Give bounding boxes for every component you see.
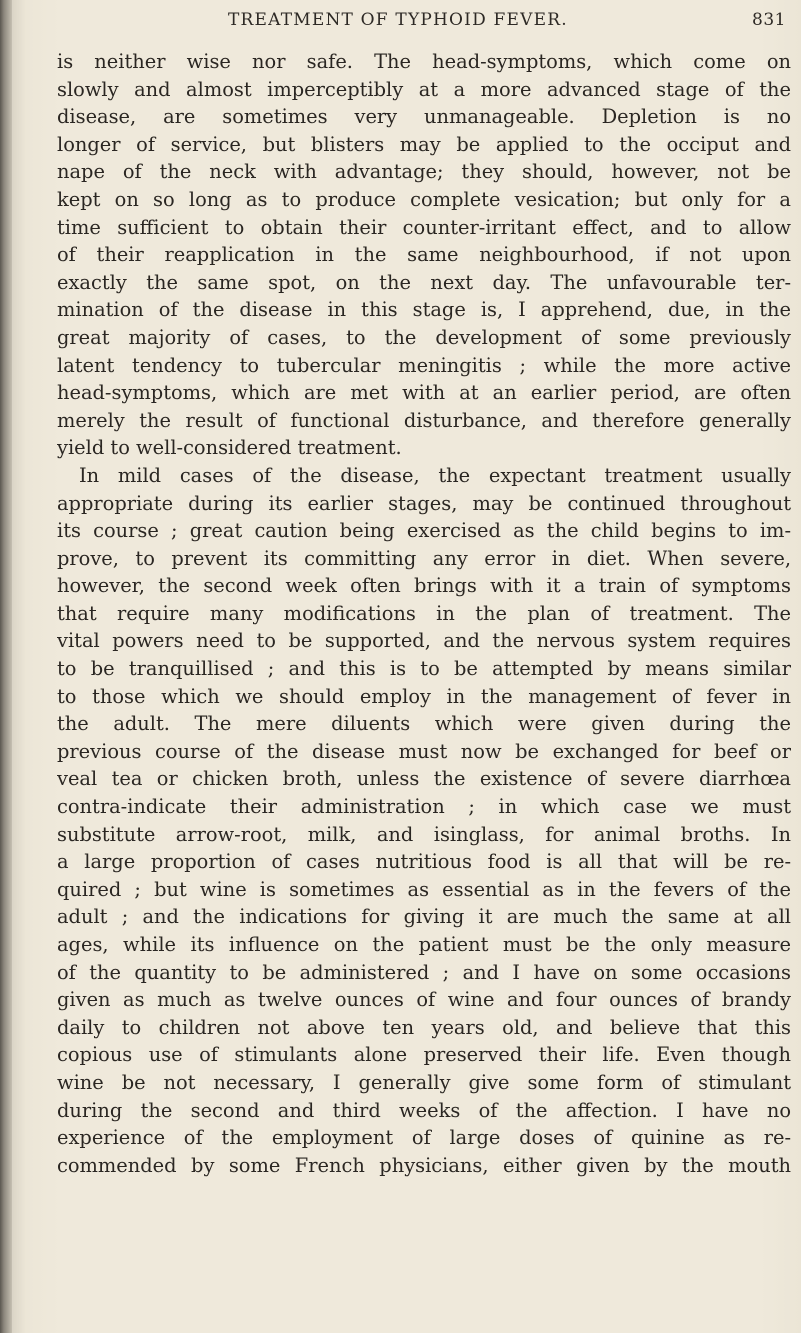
text-line-22: vital powers need to be supported, and the nervous system requires [57,629,791,653]
text-line-24: to those which we should employ in the management of fever in [57,684,791,708]
text-line-16: In mild cases of the disease, the expectant treatment usually [79,463,791,487]
text-line-19: prove, to prevent its committing any error in diet. When severe, [57,546,791,570]
running-head [56,10,786,36]
text-line-36: daily to children not above ten years old, and believe that this [57,1015,791,1039]
text-line-15: yield to well-considered treatment. [57,436,402,460]
text-line-6: kept on so long as to produce complete vesication; but only for a [57,187,791,211]
text-line-38: wine be not necessary, I generally give some form of stimulant [57,1070,791,1094]
text-line-3: disease, are sometimes very unmanageable. Depletion is no [57,105,791,129]
page-number: 831 [752,10,786,30]
text-line-12: latent tendency to tubercular meningitis ; while the more active [57,353,791,377]
text-line-8: of their reapplication in the same neighbourhood, if not upon [57,243,791,267]
text-line-31: quired ; but wine is sometimes as essential as in the fevers of the [57,877,791,901]
text-line-5: nape of the neck with advantage; they should, however, not be [57,160,791,184]
text-line-7: time sufficient to obtain their counter-irritant effect, and to allow [57,215,791,239]
text-line-34: of the quantity to be administered ; and I have on some occasions [57,960,791,984]
text-line-37: copious use of stimulants alone preserved their life. Even though [57,1043,791,1067]
text-line-40: experience of the employment of large doses of quinine as re- [57,1126,791,1150]
body-text [57,48,791,1179]
text-line-23: to be tranquillised ; and this is to be attempted by means similar [57,657,791,681]
text-line-28: contra-indicate their administration ; in which case we must [57,795,791,819]
text-line-1: is neither wise nor safe. The head-symptoms, which come on [57,50,791,73]
text-line-2: slowly and almost imperceptibly at a more advanced stage of the [57,77,791,101]
text-line-4: longer of service, but blisters may be applied to the occiput and [57,132,791,156]
text-line-18: its course ; great caution being exercised as the child begins to im- [57,519,791,543]
text-line-25: the adult. The mere diluents which were given during the [57,712,791,736]
text-line-10: mination of the disease in this stage is, I apprehend, due, in the [57,298,791,322]
text-line-30: a large proportion of cases nutritious food is all that will be re- [57,850,791,874]
text-line-32: adult ; and the indications for giving it are much the same at all [57,905,791,929]
text-line-13: head-symptoms, which are met with at an earlier period, are often [57,381,791,405]
text-line-20: however, the second week often brings with it a train of symptoms [57,574,791,598]
text-line-17: appropriate during its earlier stages, may be continued throughout [57,491,791,515]
text-line-39: during the second and third weeks of the affection. I have no [57,1098,791,1122]
text-line-26: previous course of the disease must now be exchanged for beef or [57,739,791,763]
text-line-41: commended by some French physicians, either given by the mouth [57,1153,791,1177]
text-line-14: merely the result of functional disturbance, and therefore generally [57,408,791,432]
text-line-21: that require many modifications in the plan of treatment. The [57,601,791,625]
text-line-11: great majority of cases, to the development of some previously [57,325,791,349]
text-line-35: given as much as twelve ounces of wine and four ounces of brandy [57,988,791,1012]
page-binding-edge [0,0,12,1333]
running-head-title: TREATMENT OF TYPHOID FEVER. [228,10,568,30]
text-line-29: substitute arrow-root, milk, and isinglass, for animal broths. In [57,822,791,846]
text-line-9: exactly the same spot, on the next day. The unfavourable ter- [57,270,791,294]
text-line-33: ages, while its influence on the patient must be the only measure [57,933,791,956]
text-line-27: veal tea or chicken broth, unless the existence of severe diarrhœa [57,767,791,791]
